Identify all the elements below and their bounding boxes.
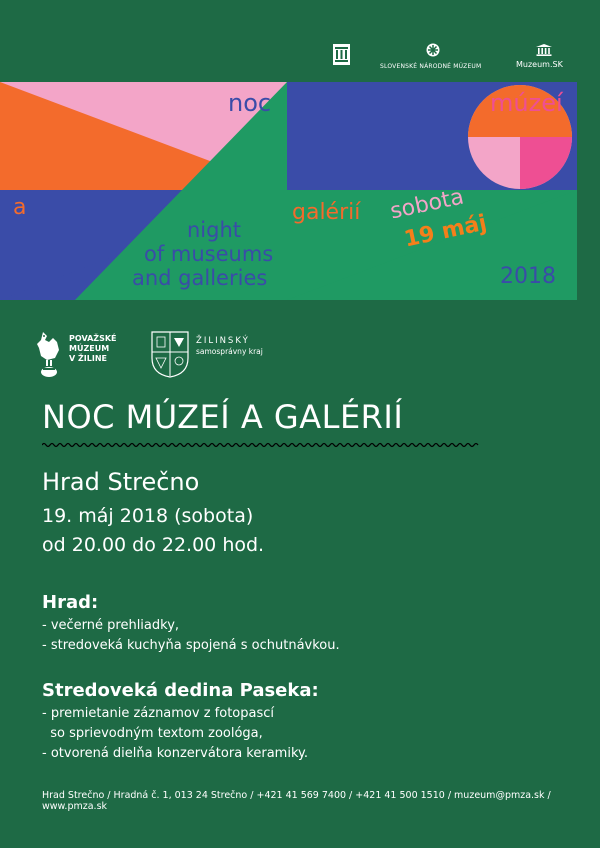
event-date: 19. máj 2018 (sobota) xyxy=(42,505,254,527)
snm-logo xyxy=(380,43,490,71)
title-underline xyxy=(42,442,482,448)
section-heading-dedina: Stredoveká dedina Paseka: xyxy=(42,680,319,701)
footer-contact: Hrad Strečno / Hradná č. 1, 013 24 Strečno / +421 41 569 7400 / +421 41 500 1510 / muzeum@pmza.sk / www.pmza.sk xyxy=(42,790,551,812)
museum-name-line: MÚZEUM xyxy=(69,344,110,353)
section-list-dedina xyxy=(42,704,308,764)
museum-name-line: V ŽILINE xyxy=(69,354,107,363)
snm-label: SLOVENSKÉ NÁRODNÉ MÚZEUM xyxy=(380,63,482,70)
banner-noc: noc xyxy=(228,89,272,117)
list-item: - stredoveká kuchyňa spojená s ochutnávkou. xyxy=(42,638,340,653)
banner-sobota: sobota xyxy=(388,184,467,225)
section-list-hrad xyxy=(42,616,340,656)
coat-of-arms-icon xyxy=(150,330,190,378)
banner-galerii: galérií xyxy=(292,200,361,225)
muzeum-sk-label: Muzeum.SK xyxy=(516,60,563,69)
banner-date: 19 máj xyxy=(402,210,489,253)
event-venue: Hrad Strečno xyxy=(42,468,200,496)
banner-year: 2018 xyxy=(500,264,556,289)
region-name: ŽILINSKÝ xyxy=(196,336,250,346)
museum-name-line: POVAŽSKÉ xyxy=(69,334,117,343)
list-item: - večerné prehliadky, xyxy=(42,618,180,633)
muzeum-sk-logo xyxy=(516,44,576,72)
list-item: - premietanie záznamov z fotopascí xyxy=(42,706,275,721)
event-time: od 20.00 do 22.00 hod. xyxy=(42,534,265,556)
list-item: - otvorená dielňa konzervátora keramiky. xyxy=(42,746,308,761)
banner-night-line: night xyxy=(187,218,242,242)
banner-night-line: and galleries xyxy=(132,266,268,290)
rooster-icon xyxy=(33,330,63,378)
ministry-logo xyxy=(333,44,350,65)
section-heading-hrad: Hrad: xyxy=(42,592,99,613)
list-item: so sprievodným textom zoológa, xyxy=(42,726,263,741)
museum-building-icon xyxy=(536,44,552,56)
zilinsky-kraj-logo xyxy=(150,330,290,380)
region-subtitle: samosprávny kraj xyxy=(196,347,263,356)
snm-emblem-icon xyxy=(426,43,440,57)
banner-night-text xyxy=(132,218,273,290)
page-title: NOC MÚZEÍ A GALÉRIÍ xyxy=(42,398,404,436)
ministry-icon xyxy=(333,44,350,65)
banner-muzei: múzeí xyxy=(490,89,563,117)
povazske-muzeum-logo xyxy=(33,330,143,380)
banner-night-line: of museums xyxy=(144,242,274,266)
banner-a: a xyxy=(13,195,27,220)
